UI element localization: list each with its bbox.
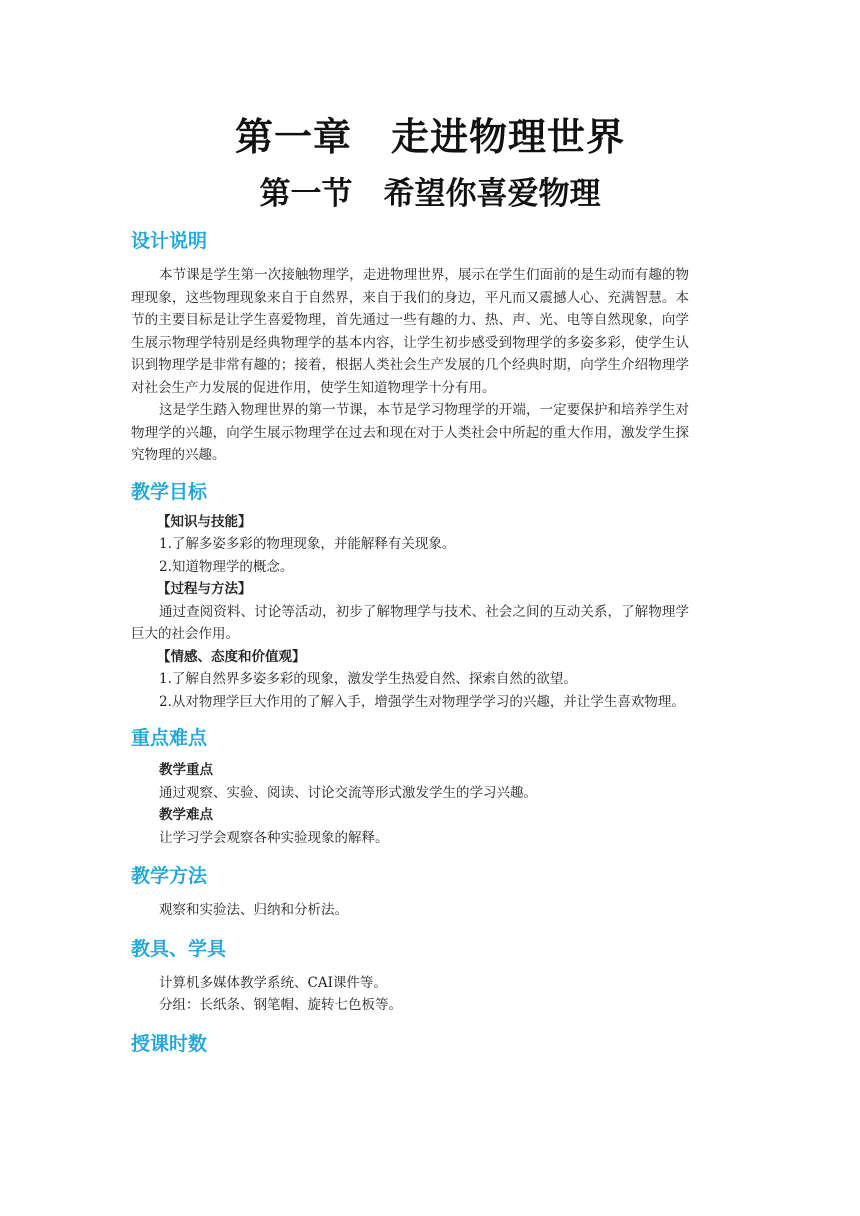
heading-design: 设计说明 [131, 230, 208, 252]
heading-methods: 教学方法 [131, 865, 208, 887]
design-paragraph-2: 这是学生踏入物理世界的第一节课，本节是学习物理学的开端，一定要保护和培养学生对物理学的兴趣，向学生展示物理学在过去和现在对于人类社会中所起的重大作用，激发学生探究物理的兴趣。 [131, 402, 689, 463]
tools-text-1: 计算机多媒体教学系统、CAI课件等。 [159, 974, 387, 991]
keypoints-focus-label: 教学重点 [159, 762, 213, 778]
heading-tools: 教具、学具 [131, 937, 227, 960]
goals-emotion-1: 1.了解自然界多姿多彩的现象，激发学生热爱自然、探索自然的欲望。 [159, 671, 577, 687]
keypoints-difficulty-text: 让学习学会观察各种实验现象的解释。 [159, 829, 389, 846]
goals-process-1: 通过查阅资料、讨论等活动，初步了解物理学与技术、社会之间的互动关系，了解物理学巨大的社会作用。 [131, 603, 689, 642]
heading-hours: 授课时数 [131, 1032, 208, 1055]
heading-keypoints: 重点难点 [131, 727, 208, 749]
heading-goals: 教学目标 [131, 480, 208, 503]
goals-emotion-2: 2.从对物理学巨大作用的了解入手，增强学生对物理学学习的兴趣，并让学生喜欢物理。 [159, 693, 685, 710]
design-paragraph-1: 本节课是学生第一次接触物理学，走进物理世界，展示在学生们面前的是生动而有趣的物理现象，这些物理现象来自于自然界，来自于我们的身边，平凡而又震撼人心、充满智慧。本节的主要目标是让学生喜爱物理，首先通过一些有趣的力、热、声、光、电等自然现象，向学生展示物理学特别是经典物理学的基本内容，让学生初步感受到物理学的多姿多彩，使学生认识到物理学是非常有趣的；接着，根据人类社会生产发展的几个经典时期，向学生介绍物理学对社会生产力发展的促进作用，使学生知道物理学十分有用。 [131, 267, 689, 396]
goals-knowledge-label: 【知识与技能】 [157, 513, 252, 530]
goals-knowledge-2: 2.知道物理学的概念。 [159, 558, 294, 575]
keypoints-focus-text: 通过观察、实验、阅读、讨论交流等形式激发学生的学习兴趣。 [159, 784, 537, 801]
methods-text: 观察和实验法、归纳和分析法。 [159, 902, 348, 918]
section-title: 第一节 希望你喜爱物理 [259, 176, 601, 212]
document-body [131, 226, 689, 1059]
keypoints-difficulty-label: 教学难点 [159, 807, 213, 823]
goals-process-label: 【过程与方法】 [157, 581, 252, 597]
chapter-title: 第一章 走进物理世界 [234, 114, 625, 159]
goals-emotion-label: 【情感、态度和价值观】 [157, 648, 306, 665]
goals-knowledge-1: 1.了解多姿多彩的物理现象，并能解释有关现象。 [159, 536, 456, 552]
tools-text-2: 分组：长纸条、钢笔帽、旋转七色板等。 [159, 997, 402, 1013]
